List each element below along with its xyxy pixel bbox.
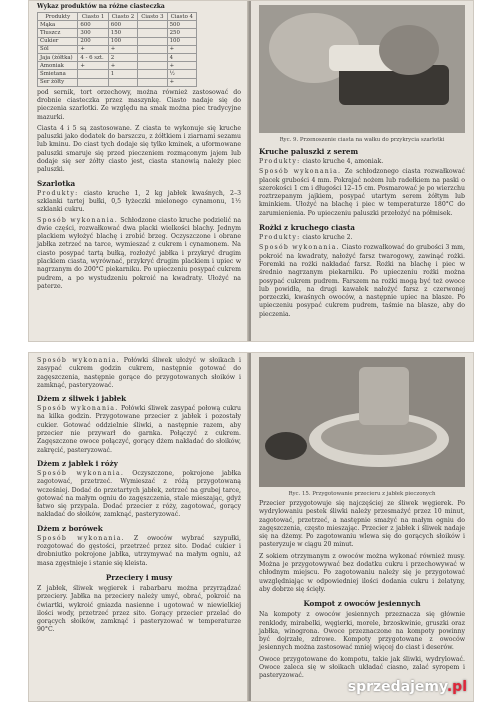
table-cell: + xyxy=(78,45,108,53)
table-cell: + xyxy=(108,62,137,70)
top-spread xyxy=(28,0,474,342)
section-heading: Kruche paluszki z serem xyxy=(259,147,359,156)
top-left-page xyxy=(29,1,249,341)
table-cell: 500 xyxy=(167,21,196,29)
table-cell: Mąka xyxy=(38,21,78,29)
table-cell: 4 - 6 szt. xyxy=(78,53,108,61)
section-heading: Dżem z borówek xyxy=(37,523,103,533)
paragraph: ciasto kruche 1, 2 kg jabłek kwaśnych, 2–3 szklanki tartej bułki, 0,5 łyżeczki mielonego cynamonu, 1½ szklanki cukru. xyxy=(37,189,242,214)
table-row xyxy=(38,21,197,29)
table-header: Ciasto 2 xyxy=(108,13,137,21)
table-cell xyxy=(108,78,137,86)
paragraph: Schłodzone ciasto kruche podzielić na dwie części, rozwałkować dwa placki wielkości blachy. Jednym plackiem wyłożyć blachę i zrobić brzeg. Oczyszczone i obrane jabłka zetrzeć na tarce, wymieszać z cukrem i cynamonem. Na ciasto posypać tartą bułką, rozłożyć jabłka i przykryć drugim plackiem ciasta, wyrównać, przykryć drugim plackiem i upiec w nagrzanym do 200°C piekarniku. Po upieczeniu posypać cukrem pudrem, a po wystudzeniu pokroić na kwadraty. Ułożyć na paterze. xyxy=(37,216,242,290)
paragraph: Ciasto rozwałkować do grubości 3 mm, pokroić na kwadraty, nałożyć farsz twarogowy, zawinąć rożki. Foremki na rożki nakładać farsz. Rożki na blachę i piec w średnio nagrzanym piekarniku. Po upieczeniu rożki można posypać cukrem pudrem. Farszem na rożki mogą być też owoce lub powidła, na drugi kawałek nałożyć farsz z czerwonej porzeczki, kwaśnych owoców, a następnie upiec na blasze. Po upieczeniu posypać cukrem pudrem, taśmie na blasze, aby do pieczenia. xyxy=(259,244,465,318)
paragraph: Z sokiem otrzymanym z owoców można wykonać również musy. Można je przygotowywać bez dodatku cukru i przechowywać w chłodnym miejscu. Po zagotowaniu należy się je przygotować uwzględniając w odpowiedniej ilości dodania cukru i żelatyny, aby dobrze się ścięły. xyxy=(259,552,465,593)
lead-label: Sposób wykonania. xyxy=(37,534,125,542)
table-cell: + xyxy=(167,78,196,86)
table-cell: 2 xyxy=(108,53,137,61)
section-heading: Rożki z kruchego ciasta xyxy=(259,223,355,233)
table-cell: + xyxy=(78,62,108,70)
table-cell xyxy=(138,45,167,53)
table-cell: Sól xyxy=(38,45,78,53)
table-cell: Śmietana xyxy=(38,70,78,78)
table-row xyxy=(38,78,197,86)
table-cell xyxy=(138,29,167,37)
table-cell: 600 xyxy=(108,21,137,29)
table-cell: 600 xyxy=(78,21,108,29)
table-row xyxy=(38,29,197,37)
lead-label: Sposób wykonania. xyxy=(37,405,119,413)
paragraph: Na kompoty z owoców jesiennych przeznacza się głównie renklody, mirabelki, węgierki, morele, brzoskwinie, gruszki oraz jabłka, winogrona. Owoce przeznaczone na kompoty powinny być dojrzałe, zdrowe. Kompoty przygotowane z owoców jesiennych można zastosować mniej więcej do ciast i deserów. xyxy=(259,611,465,652)
lead-label: Sposób wykonania. xyxy=(37,469,125,477)
bottom-spread xyxy=(28,352,474,702)
table-row xyxy=(38,53,197,61)
table-row xyxy=(38,45,197,53)
table-title: Wykaz produktów na różne ciasteczka xyxy=(37,3,165,10)
paragraph: ciasto kruche 4, amoniak. xyxy=(302,158,384,165)
table-cell xyxy=(138,53,167,61)
lead-label: Sposób wykonania. xyxy=(259,244,340,252)
table-cell xyxy=(138,37,167,45)
paragraph: Połówki śliwek zasypać połową cukru na kilka godzin. Przygotowane przecier z jabłek i pozostały cukier. Gotować oddzielnie śliwki, a następnie razem, aby przecier nie przywarł do garnka. Połączyć z cukrem. Zagęszczone owoce połączyć, gorący dżem nakładać do słoików, zakręcić, pasteryzować. xyxy=(37,405,241,454)
table-cell: 100 xyxy=(167,37,196,45)
watermark-logo xyxy=(348,679,467,695)
table-cell xyxy=(78,70,108,78)
paragraph: Z jabłek, śliwek węgierek i rabarbaru można przyrządzać przeciery. Jabłka na przeciery należy umyć, obrać, pokroić na ćwiartki, wykroić gniazda nasienne i ugotować w niewielkiej ilości wody, przetrzeć przez sito. Gorący przecier przelać do gorących słoików, zamknąć i pasteryzować w temperaturze 90°C. xyxy=(37,584,241,634)
table-row xyxy=(38,70,197,78)
photo-bowl-puree xyxy=(259,357,465,487)
table-cell: 1 xyxy=(108,70,137,78)
table-cell xyxy=(138,62,167,70)
table-cell: Tłuszcz xyxy=(38,29,78,37)
table-cell: + xyxy=(167,45,196,53)
top-right-page xyxy=(251,1,473,341)
section-heading: Dżem z śliwek i jabłek xyxy=(37,394,127,404)
paragraph: Oczyszczone, pokrojone jabłka zagotować, przetrzeć. Wymieszać z różą przygotowaną wcześniej. Dodać do przetartych jabłek, zetrzeć na grubej tarce, gotować na małym ogniu do zagęszczenia, stale mieszając, gdyż łatwo się przypala. Dodać przecier z róży, zagotować, gorący nakładać do słoików, zamknąć, pasteryzować. xyxy=(37,469,242,519)
paragraph: Owoce przygotowane do kompotu, takie jak śliwki, wydrylować. Owoce zaleca się w słoikach układać ciasno, zalać syropem i pasteryzować. xyxy=(259,655,465,680)
table-cell: Ser żółty xyxy=(38,78,78,86)
watermark-tld: .pl xyxy=(446,679,467,695)
table-cell xyxy=(78,78,108,86)
table-row xyxy=(38,37,197,45)
section-heading: Kompot z owoców jesiennych xyxy=(303,599,421,609)
photo-caption: Ryc. 9. Przenoszenie ciasta na wałku do przykrycia szarlotki xyxy=(279,137,445,143)
paragraph: ciasto kruche 2. xyxy=(302,234,353,242)
table-cell xyxy=(138,78,167,86)
section-heading: Przeciery i musy xyxy=(105,572,173,582)
table-cell: Jaja (żółtka) xyxy=(38,53,78,61)
products-table xyxy=(37,12,197,87)
section-heading: Szarlotka xyxy=(37,178,76,188)
paragraph: Ciasta 4 i 5 są zastosowane. Z ciasta te wykonuje się kruche paluszki jako dodatek do barszczu, z żółtkiem i ziarnami sezamu lub kminu. Do ciast tych dodaje się tylko kminek, a uformowane paluszki smaruje się przed pieczeniem rozmąconym jajem lub dodaje się ser żółty ciasto jest, ciasta stanowią należy piec paluszki. xyxy=(37,124,241,174)
table-cell: 4 xyxy=(167,53,196,61)
photo-caption: Ryc. 15. Przygotowanie przecieru z jabłek pieczonych xyxy=(288,491,436,497)
lead-label: Produkty: xyxy=(259,158,301,165)
lead-label: Sposób wykonania. xyxy=(37,357,120,364)
table-cell: 200 xyxy=(78,37,108,45)
table-cell xyxy=(138,70,167,78)
table-cell: Amoniak xyxy=(38,62,78,70)
table-cell: 150 xyxy=(108,29,137,37)
table-row xyxy=(38,62,197,70)
paragraph: Z owoców wybrać szypułki, rozgotować do gęstości, przetrzeć przez sito. Dodać cukier i drobniutko pokrojone jabłka, utrzymywać na małym ogniu, aż masa zgęstnieje i stanie się kleista. xyxy=(37,534,242,567)
photo-rolling-dough xyxy=(259,5,465,133)
bottom-left-page xyxy=(29,353,249,701)
watermark-text: sprzedajemy xyxy=(347,679,447,695)
table-header: Ciasto 1 xyxy=(78,13,108,21)
table-cell: 300 xyxy=(78,29,108,37)
lead-label: Sposób wykonania. xyxy=(259,168,342,176)
section-heading: Dżem z jabłek i róży xyxy=(37,458,118,468)
table-header: Ciasto 3 xyxy=(138,13,167,21)
lead-label: Sposób wykonania. xyxy=(37,216,118,224)
table-header-row xyxy=(38,13,197,21)
table-cell xyxy=(138,21,167,29)
table-cell: + xyxy=(108,45,137,53)
table-cell: Cukier xyxy=(38,37,78,45)
table-header: Ciasto 4 xyxy=(167,13,196,21)
table-cell: 100 xyxy=(108,37,137,45)
bottom-right-page xyxy=(251,353,473,701)
table-cell: 250 xyxy=(167,29,196,37)
table-header: Produkty xyxy=(38,13,78,21)
table-cell: ½ xyxy=(167,70,196,78)
lead-label: Produkty: xyxy=(37,189,79,197)
lead-label: Produkty: xyxy=(259,234,301,242)
table-body xyxy=(38,21,197,87)
table-cell: + xyxy=(167,62,196,70)
paragraph: Połówki śliwek ułożyć w słoikach i zasypać cukrem godzin cukrem, następnie gotować do zagęszczenia, następnie gorące do przygotowanych słoików i zamknąć, pasteryzować. xyxy=(37,357,241,389)
paragraph: Ze schłodzonego ciasta rozwałkować placek grubości 4 mm. Pokrajać nożem lub radełkiem na paski o szerokości 1 cm i długości 12–15 cm. Posmarować je po wierzchu roztrzepanym jajkiem, posypać utartym serem żółtym lub kminkiem. Ułożyć na blachę i piec w temperaturze 180°C do zarumienienia. Po upieczeniu paluszki przełożyć na półmisek. xyxy=(259,168,466,217)
paragraph: Przecier przygotowuje się najczęściej ze śliwek węgierek. Po wydrylowaniu pestek śliwki należy przesmażyć przez 10 minut, zagotować, przetrzeć, a następnie smażyć na małym ogniu do zagęszczenia, często mieszając. Przecier z jabłek i śliwek nadaje się na dżemy. Po zagotowaniu wlewa się do gorących słoików i pasteryzuje w ciągu 20 minut. xyxy=(259,500,465,549)
paragraph: pod sernik, tort orzechowy, można również zastosować do drobnie ciasteczka przez maszynkę. Ciasto nadaje się do pieczenia szarlotki. Ze względu na smak można piec tradycyjne mazurki. xyxy=(37,88,241,121)
